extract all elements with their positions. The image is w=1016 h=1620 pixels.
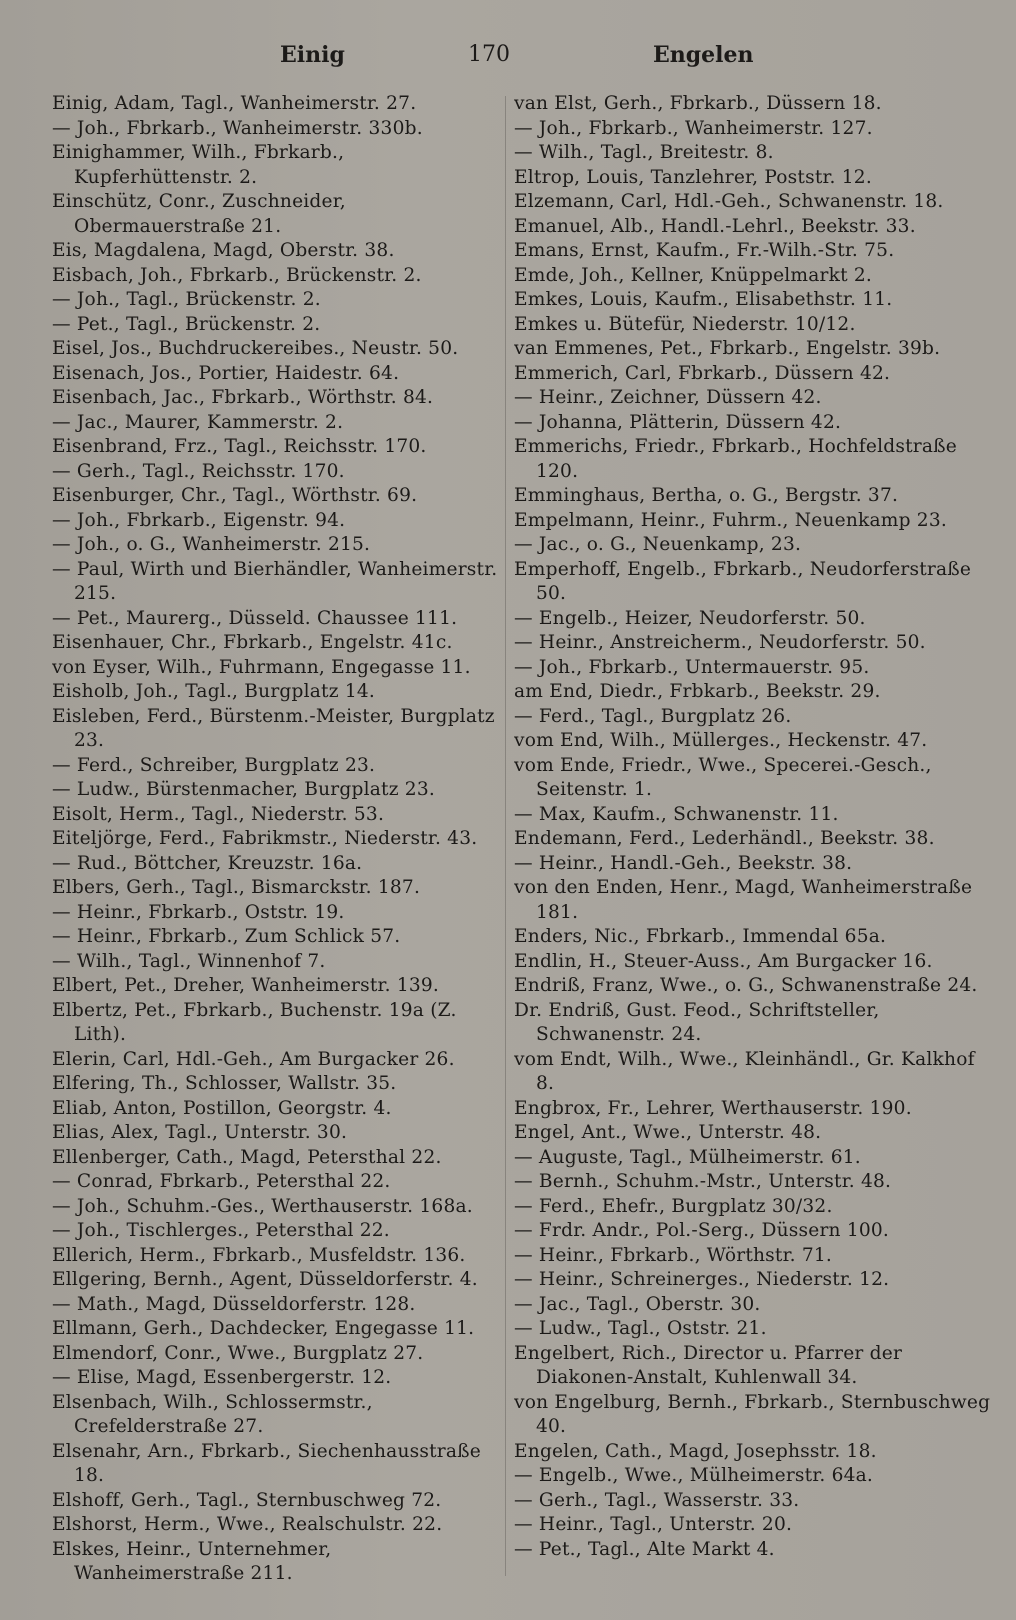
directory-entry: — Jac., Tagl., Oberstr. 30. [514, 1293, 761, 1315]
directory-entry: Eisolt, Herm., Tagl., Niederstr. 53. [52, 803, 385, 825]
directory-entry: — Heinr., Fbrkarb., Wörthstr. 71. [514, 1244, 833, 1266]
directory-entry: — Heinr., Handl.-Geh., Beekstr. 38. [514, 852, 853, 874]
directory-entry: — Paul, Wirth und Bierhändler, Wanheimerstr. 215. [52, 558, 498, 604]
directory-entry: — Joh., Fbrkarb., Untermauerstr. 95. [514, 656, 870, 678]
directory-entry: vom Endt, Wilh., Wwe., Kleinhändl., Gr. Kalkhof 8. [514, 1048, 975, 1094]
directory-entry: Eisbach, Joh., Fbrkarb., Brückenstr. 2. [52, 264, 422, 286]
directory-entry: — Ferd., Ehefr., Burgplatz 30/32. [514, 1195, 833, 1217]
directory-entry: — Wilh., Tagl., Winnenhof 7. [52, 950, 326, 972]
directory-entry: Ellmann, Gerh., Dachdecker, Engegasse 11. [52, 1318, 475, 1339]
directory-entry: Eiteljörge, Ferd., Fabrikmstr., Niederstr. 43. [52, 828, 478, 849]
directory-entry: — Engelb., Heizer, Neudorferstr. 50. [514, 607, 866, 629]
directory-entry: Eis, Magdalena, Magd, Oberstr. 38. [52, 240, 395, 261]
directory-entry: Elfering, Th., Schlosser, Wallstr. 35. [52, 1073, 397, 1094]
directory-entry: Elshoff, Gerh., Tagl., Sternbuschweg 72. [52, 1489, 442, 1511]
directory-entry: Enders, Nic., Fbrkarb., Immendal 65a. [514, 926, 887, 947]
directory-entry: Eisenburger, Chr., Tagl., Wörthstr. 69. [52, 485, 418, 506]
directory-entry: Eisenhauer, Chr., Fbrkarb., Engelstr. 41c. [52, 632, 453, 653]
directory-entry: Eisel, Jos., Buchdruckereibes., Neustr. 50. [52, 338, 459, 359]
directory-entry: am End, Diedr., Frbkarb., Beekstr. 29. [514, 681, 881, 702]
directory-entry: Elshorst, Herm., Wwe., Realschulstr. 22. [52, 1514, 443, 1535]
directory-entry: — Bernh., Schuhm.-Mstr., Unterstr. 48. [514, 1171, 892, 1192]
directory-entry: — Joh., Fbrkarb., Eigenstr. 94. [52, 509, 346, 531]
directory-entry: Einschütz, Conr., Zuschneider, Obermauerstraße 21. [52, 191, 346, 237]
directory-entry: — Ferd., Tagl., Burgplatz 26. [514, 705, 792, 727]
directory-entry: Elbers, Gerh., Tagl., Bismarckstr. 187. [52, 877, 421, 898]
directory-entry: — Conrad, Fbrkarb., Petersthal 22. [52, 1171, 391, 1192]
directory-entry: Empelmann, Heinr., Fuhrm., Neuenkamp 23. [514, 509, 947, 531]
directory-entry: Endemann, Ferd., Lederhändl., Beekstr. 38. [514, 828, 935, 849]
directory-entry: — Frdr. Andr., Pol.-Serg., Düssern 100. [514, 1220, 890, 1241]
directory-entry: — Joh., Tischlerges., Petersthal 22. [52, 1220, 390, 1241]
header-right-keyword: Engelen [653, 42, 754, 68]
directory-entry: — Pet., Tagl., Alte Markt 4. [514, 1538, 775, 1560]
directory-entry: von Engelburg, Bernh., Fbrkarb., Sternbuschweg 40. [514, 1391, 991, 1437]
directory-entry: — Joh., o. G., Wanheimerstr. 215. [52, 534, 371, 555]
directory-entry: — Heinr., Tagl., Unterstr. 20. [514, 1514, 793, 1535]
directory-entry: — Heinr., Schreinerges., Niederstr. 12. [514, 1269, 890, 1290]
directory-entry: Engelbert, Rich., Director u. Pfarrer der Diakonen-Anstalt, Kuhlenwall 34. [514, 1342, 903, 1388]
directory-entry: — Heinr., Zeichner, Düssern 42. [514, 387, 822, 408]
directory-entry: Elbert, Pet., Dreher, Wanheimerstr. 139. [52, 975, 440, 996]
directory-entry: — Heinr., Fbrkarb., Zum Schlick 57. [52, 926, 401, 947]
directory-entry: — Elise, Magd, Essenbergerstr. 12. [52, 1367, 392, 1388]
directory-entry: — Joh., Fbrkarb., Wanheimerstr. 330b. [52, 117, 423, 139]
directory-entry: — Jac., Maurer, Kammerstr. 2. [52, 411, 344, 433]
directory-entry: — Math., Magd, Düsseldorferstr. 128. [52, 1293, 416, 1315]
directory-entry: Dr. Endriß, Gust. Feod., Schriftsteller, Schwanenstr. 24. [514, 999, 880, 1045]
header-left-keyword: Einig [280, 42, 345, 68]
directory-entry: van Elst, Gerh., Fbrkarb., Düssern 18. [514, 93, 882, 114]
directory-entry: Elsenahr, Arn., Fbrkarb., Siechenhausstraße 18. [52, 1440, 482, 1486]
directory-entry: Eliab, Anton, Postillon, Georgstr. 4. [52, 1097, 392, 1119]
directory-entry: — Pet., Maurerg., Düsseld. Chaussee 111. [52, 607, 458, 629]
directory-entry: Elmendorf, Conr., Wwe., Burgplatz 27. [52, 1342, 424, 1364]
directory-entry: Elskes, Heinr., Unternehmer, Wanheimerstraße 211. [52, 1538, 332, 1584]
directory-entry: — Ferd., Schreiber, Burgplatz 23. [52, 754, 376, 776]
directory-entry: Ellerich, Herm., Fbrkarb., Musfeldstr. 136. [52, 1244, 466, 1266]
directory-entry: — Wilh., Tagl., Breitestr. 8. [514, 142, 774, 163]
directory-entry: Ellenberger, Cath., Magd, Petersthal 22. [52, 1146, 442, 1168]
directory-entry: — Gerh., Tagl., Wasserstr. 33. [514, 1489, 800, 1511]
directory-entry: Emans, Ernst, Kaufm., Fr.-Wilh.-Str. 75. [514, 240, 895, 261]
directory-entry: — Rud., Böttcher, Kreuzstr. 16a. [52, 852, 363, 874]
directory-entry: Einig, Adam, Tagl., Wanheimerstr. 27. [52, 93, 417, 114]
directory-entry: Eisholb, Joh., Tagl., Burgplatz 14. [52, 681, 375, 702]
directory-entry: Eisenbach, Jac., Fbrkarb., Wörthstr. 84. [52, 387, 434, 408]
directory-entry: Elias, Alex, Tagl., Unterstr. 30. [52, 1122, 348, 1143]
directory-entry: Emkes u. Bütefür, Niederstr. 10/12. [514, 313, 856, 335]
directory-entry: von Eyser, Wilh., Fuhrmann, Engegasse 11. [52, 656, 471, 678]
directory-entry: Engel, Ant., Wwe., Unterstr. 48. [514, 1122, 822, 1143]
directory-entry: vom End, Wilh., Müllerges., Heckenstr. 47. [514, 730, 928, 751]
directory-entry: Emperhoff, Engelb., Fbrkarb., Neudorferstraße 50. [514, 558, 972, 604]
directory-entry: — Joh., Fbrkarb., Wanheimerstr. 127. [514, 117, 873, 139]
directory-entry: Emmerichs, Friedr., Fbrkarb., Hochfeldstraße 120. [514, 436, 957, 482]
directory-entry: Emanuel, Alb., Handl.-Lehrl., Beekstr. 33. [514, 215, 916, 237]
directory-entry: Endriß, Franz, Wwe., o. G., Schwanenstraße 24. [514, 975, 978, 996]
directory-entry: Elerin, Carl, Hdl.-Geh., Am Burgacker 26. [52, 1048, 455, 1070]
directory-entry: — Gerh., Tagl., Reichsstr. 170. [52, 460, 345, 482]
directory-entry: Emmerich, Carl, Fbrkarb., Düssern 42. [514, 362, 891, 384]
directory-entry: — Heinr., Fbrkarb., Oststr. 19. [52, 901, 345, 923]
directory-entry: von den Enden, Henr., Magd, Wanheimerstraße 181. [514, 877, 973, 923]
directory-entry: Engelen, Cath., Magd, Josephsstr. 18. [514, 1440, 877, 1462]
directory-entry: — Jac., o. G., Neuenkamp, 23. [514, 534, 802, 555]
right-column [514, 92, 992, 1597]
directory-entry: — Auguste, Tagl., Mülheimerstr. 61. [514, 1146, 861, 1168]
directory-entry: — Engelb., Wwe., Mülheimerstr. 64a. [514, 1465, 874, 1486]
directory-entry: Emkes, Louis, Kaufm., Elisabethstr. 11. [514, 289, 893, 310]
left-column [52, 92, 500, 1597]
directory-entry: Eisenach, Jos., Portier, Haidestr. 64. [52, 362, 400, 384]
directory-entry: Elbertz, Pet., Fbrkarb., Buchenstr. 19a (Z. Lith). [52, 999, 457, 1045]
directory-entry: — Max, Kaufm., Schwanenstr. 11. [514, 803, 839, 825]
directory-entry: Emminghaus, Bertha, o. G., Bergstr. 37. [514, 485, 899, 506]
directory-entry: Endlin, H., Steuer-Auss., Am Burgacker 16. [514, 950, 933, 972]
directory-entry: Eisleben, Ferd., Bürstenm.-Meister, Burgplatz 23. [52, 705, 495, 751]
directory-entry: — Johanna, Plätterin, Düssern 42. [514, 411, 842, 433]
directory-entry: — Joh., Schuhm.-Ges., Werthauserstr. 168a. [52, 1195, 473, 1217]
directory-entry: Emde, Joh., Kellner, Knüppelmarkt 2. [514, 264, 873, 286]
directory-entry: Engbrox, Fr., Lehrer, Werthauserstr. 190. [514, 1097, 912, 1119]
directory-entry: Eltrop, Louis, Tanzlehrer, Poststr. 12. [514, 166, 872, 188]
directory-entry: — Heinr., Anstreicherm., Neudorferstr. 50. [514, 632, 926, 653]
page-number: 170 [468, 42, 510, 67]
directory-entry: Elzemann, Carl, Hdl.-Geh., Schwanenstr. 18. [514, 191, 944, 212]
directory-entry: Ellgering, Bernh., Agent, Düsseldorferstr. 4. [52, 1269, 478, 1290]
column-divider [505, 96, 506, 1576]
directory-entry: — Joh., Tagl., Brückenstr. 2. [52, 289, 321, 310]
directory-entry: Eisenbrand, Frz., Tagl., Reichsstr. 170. [52, 436, 427, 457]
directory-entry: vom Ende, Friedr., Wwe., Specerei.-Gesch., Seitenstr. 1. [514, 754, 932, 800]
directory-entry: — Ludw., Bürstenmacher, Burgplatz 23. [52, 779, 435, 800]
directory-entry: Elsenbach, Wilh., Schlossermstr., Crefelderstraße 27. [52, 1391, 373, 1437]
page-header [0, 36, 1016, 76]
directory-entry: van Emmenes, Pet., Fbrkarb., Engelstr. 39b. [514, 338, 941, 359]
directory-entry: Einighammer, Wilh., Fbrkarb., Kupferhüttenstr. 2. [52, 142, 345, 188]
directory-entry: — Ludw., Tagl., Oststr. 21. [514, 1318, 767, 1339]
directory-entry: — Pet., Tagl., Brückenstr. 2. [52, 313, 321, 335]
